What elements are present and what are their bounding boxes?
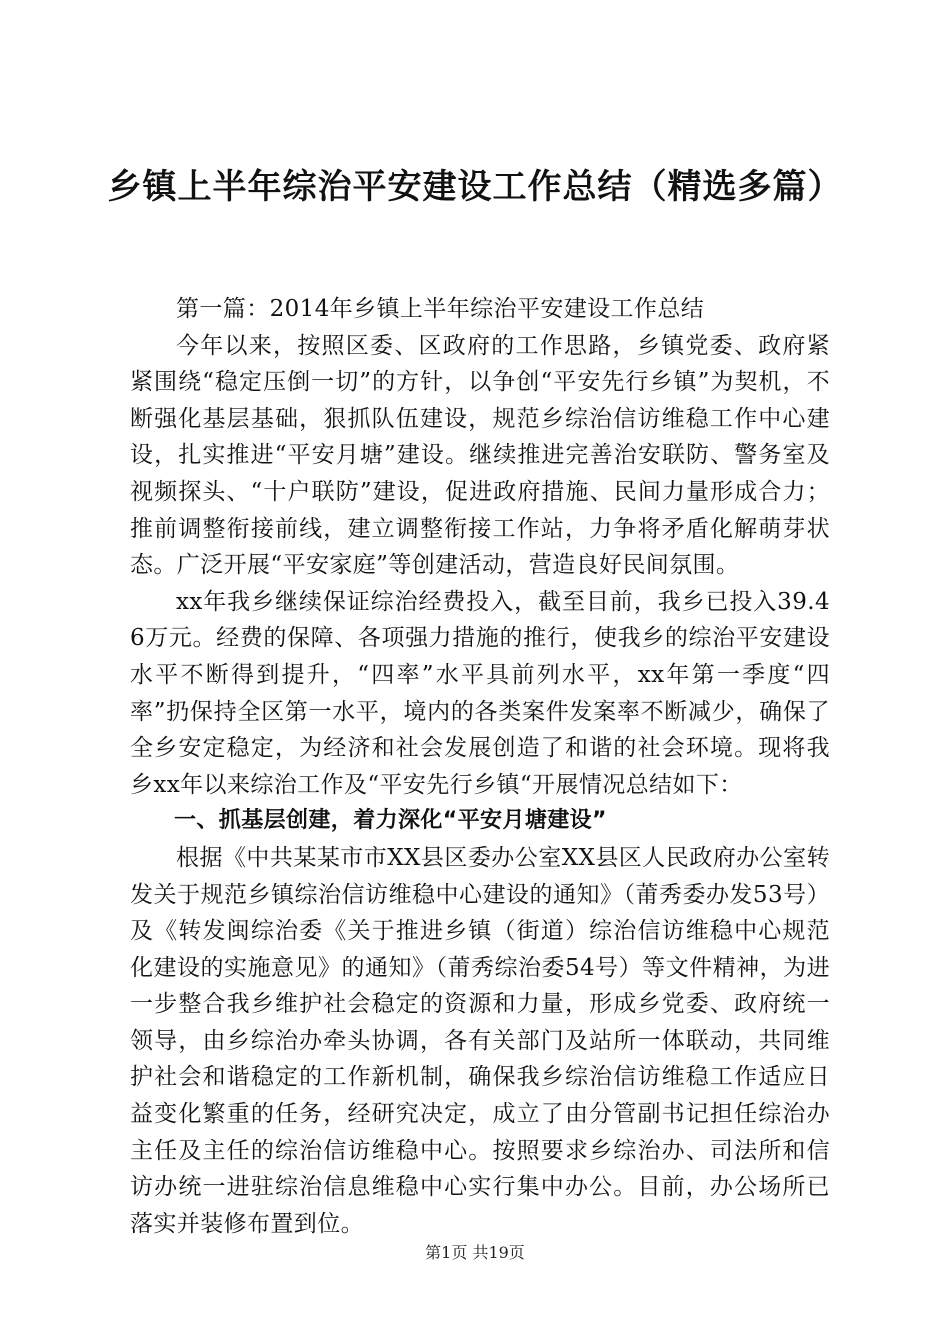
body-paragraph: 根据《中共某某市市XX县区委办公室XX县区人民政府办公室转发关于规范乡镇综治信访维稳中心建设的通知》（莆秀委办发53号）及《转发闽综治委《关于推进乡镇（街道）综治信访维稳中心规范化建设的实施意见》的通知》（莆秀综治委54号）等文件精神，为进一步整合我乡维护社会稳定的资源和力量，形成乡党委、政府统一领导，由乡综治办牵头协调，各有关部门及站所一体联动，共同维护社会和谐稳定的工作新机制，确保我乡综治信访维稳工作适应日益变化繁重的任务，经研究决定，成立了由分管副书记担任综治办主任及主任的综治信访维稳中心。按照要求乡综治办、司法所和信访办统一进驻综治信息维稳中心实行集中办公。目前，办公场所已落实并装修布置到位。 [130, 844, 830, 1237]
page-footer: 第1页 共19页 [425, 1243, 525, 1262]
document-body [130, 291, 830, 1242]
section-heading: 一、抓基层创建，着力深化“平安月塘建设” [174, 808, 607, 834]
document-title: 乡镇上半年综治平安建设工作总结（精选多篇） [107, 167, 843, 207]
body-paragraph: 今年以来，按照区委、区政府的工作思路，乡镇党委、政府紧紧围绕“稳定压倒一切”的方针，以争创“平安先行乡镇”为契机，不断强化基层基础，狠抓队伍建设，规范乡综治信访维稳工作中心建设，扎实推进“平安月塘”建设。继续推进完善治安联防、警务室及视频探头、“十户联防”建设，促进政府措施、民间力量形成合力；推前调整衔接前线，建立调整衔接工作站，力争将矛盾化解萌芽状态。广泛开展“平安家庭”等创建活动，营造良好民间氛围。 [130, 332, 830, 579]
body-paragraph: xx年我乡继续保证综治经费投入，截至目前，我乡已投入39.46万元。经费的保障、各项强力措施的推行，使我乡的综治平安建设水平不断得到提升，“四率”水平具前列水平，xx年第一季度“四率”扔保持全区第一水平，境内的各类案件发案率不断减少，确保了全乡安定稳定，为经济和社会发展创造了和谐的社会环境。现将我乡xx年以来综治工作及“平安先行乡镇“开展情况总结如下： [130, 588, 830, 798]
section-heading-first-article: 第一篇：2014年乡镇上半年综治平安建设工作总结 [176, 296, 705, 322]
